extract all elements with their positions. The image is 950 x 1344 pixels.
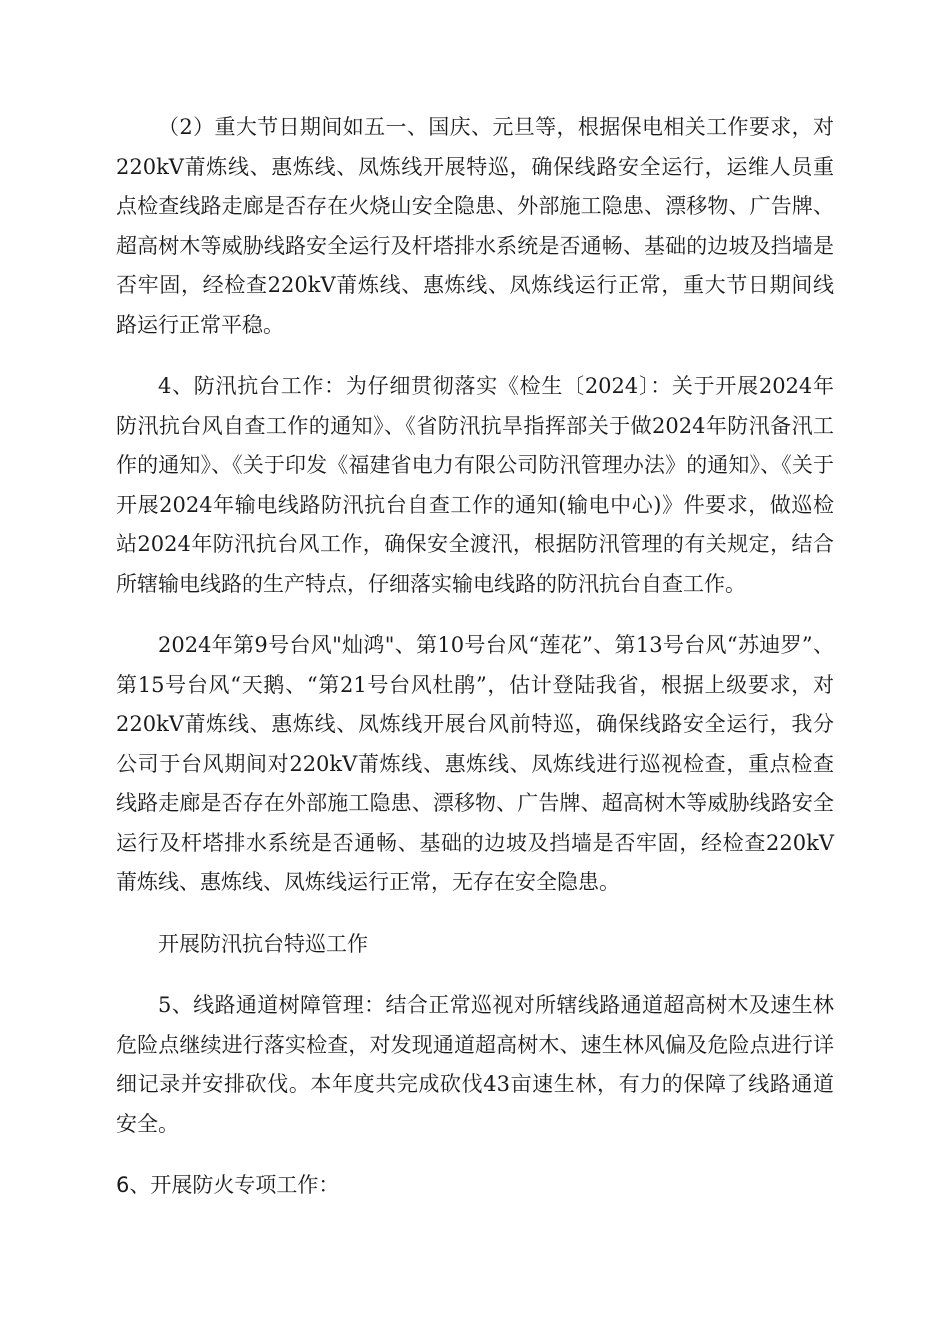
section-heading-fire-prevention: 6、开展防火专项工作： bbox=[116, 1173, 340, 1197]
paragraph-flood-typhoon-work: 4、防汛抗台工作：为仔细贯彻落实《检生〔2024〕：关于开展2024年防汛抗台风自查工作的通知》、《省防汛抗旱指挥部关于做2024年防汛备汛工作的通知》、《关于印发《福建省电力有限公司防汛管理办法》的通知》、《关于开展2024年输电线路防汛抗台自查工作的通知(输电中心)》件要求，做巡检站2024年防汛抗台风工作，确保安全渡汛，根据防汛管理的有关规定，结合所辖输电线路的生产特点，仔细落实输电线路的防汛抗台自查工作。 bbox=[116, 374, 834, 596]
paragraph-tree-obstacle-management: 5、线路通道树障管理：结合正常巡视对所辖线路通道超高树木及速生林危险点继续进行落实检查，对发现通道超高树木、速生林风偏及危险点进行详细记录并安排砍伐。本年度共完成砍伐43亩速生林，有力的保障了线路通道安全。 bbox=[116, 993, 834, 1136]
paragraph-holiday-patrol: （2）重大节日期间如五一、国庆、元旦等，根据保电相关工作要求，对220kV莆炼线、惠炼线、凤炼线开展特巡，确保线路安全运行，运维人员重点检查线路走廊是否存在火烧山安全隐患、外部施工隐患、漂移物、广告牌、超高树木等威胁线路安全运行及杆塔排水系统是否通畅、基础的边坡及挡墙是否牢固，经检查220kV莆炼线、惠炼线、凤炼线运行正常，重大节日期间线路运行正常平稳。 bbox=[116, 115, 834, 337]
paragraph-flood-special-patrol: 开展防汛抗台特巡工作 bbox=[158, 931, 368, 956]
document-page bbox=[116, 108, 834, 1206]
paragraph-typhoon-patrol: 2024年第9号台风"灿鸿"、第10号台风“莲花”、第13号台风“苏迪罗”、第15号台风“天鹅、“第21号台风杜鹃”，估计登陆我省，根据上级要求，对220kV莆炼线、惠炼线、凤炼线开展台风前特巡，确保线路安全运行，我分公司于台风期间对220kV莆炼线、惠炼线、凤炼线进行巡视检查，重点检查线路走廊是否存在外部施工隐患、漂移物、广告牌、超高树木等威胁线路安全运行及杆塔排水系统是否通畅、基础的边坡及挡墙是否牢固，经检查220kV莆炼线、惠炼线、凤炼线运行正常，无存在安全隐患。 bbox=[116, 633, 834, 894]
